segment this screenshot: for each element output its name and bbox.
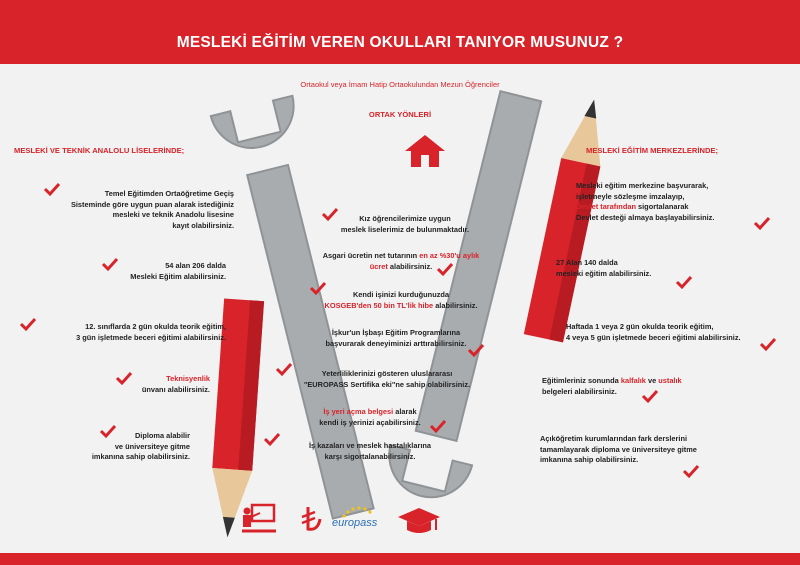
left-item-1: Temel Eğitimden Ortaöğretime Geçiş Sisteminde göre uygun puan alarak istediğiniz mesleki ve teknik Anadolu lisesine kayıt olabilirsiniz. — [70, 189, 234, 230]
right-heading: MESLEKİ EĞİTİM MERKEZLERİNDE; — [586, 146, 719, 155]
center-item-1: Kız öğrencilerimize uygun meslek liselerimiz de bulunmaktadır. — [340, 214, 470, 234]
center-heading: ORTAK YÖNLERİ — [368, 110, 432, 119]
check-icon — [437, 263, 453, 275]
page-title: MESLEKİ EĞİTİM VEREN OKULLARI TANIYOR MUSUNUZ ? — [176, 34, 624, 51]
check-icon — [760, 338, 776, 350]
subtitle: Ortaokul veya İmam Hatip Ortaokulundan Mezun Öğrenciler — [300, 80, 500, 89]
left-item-5: Diploma alabilir ve üniversiteye gitme imkanına sahip olabilirsiniz. — [91, 431, 190, 462]
center-item-4: İşkur'un İşbaşı Eğitim Programlarına başvurarak deneyiminizi arttırabilirsiniz. — [325, 328, 467, 348]
right-item-5: Açıköğretim kurumlarından fark derslerini tamamlayarak diploma ve üniversiteye gitme imkanına sahip olabilirsiniz. — [540, 434, 697, 465]
center-item-6: İş yeri açma belgesi alarak kendi iş yerinizi açabilirsiniz. — [319, 407, 421, 427]
check-icon — [642, 390, 658, 402]
house-icon — [405, 135, 445, 167]
graduation-cap-icon — [398, 506, 440, 536]
left-item-2: 54 alan 206 dalda Mesleki Eğitim alabilirsiniz. — [130, 261, 226, 281]
check-icon — [683, 465, 699, 477]
lira-icon — [300, 505, 322, 535]
left-item-3: 12. sınıflarda 2 gün okulda teorik eğitim, 3 gün işletmede beceri eğitimi alabilirsiniz. — [76, 322, 226, 342]
center-item-2: Asgari ücretin net tutarının en az %30'u aylık ücret alabilirsiniz. — [322, 251, 480, 271]
check-icon — [468, 344, 484, 356]
presentation-icon — [242, 503, 276, 533]
center-item-3: Kendi işinizi kurduğunuzda KOSGEB'den 50 bin TL'lik hibe alabilirsiniz. — [324, 290, 478, 310]
right-item-1: Mesleki eğitim merkezine başvurarak, işletmeyle sözleşme imzalayıp, Devlet tarafından sigortalanarak Devlet desteği almaya başlayabilirsiniz. — [576, 181, 715, 222]
right-item-3: Haftada 1 veya 2 gün okulda teorik eğitim, 4 veya 5 gün işletmede beceri eğitimi alabilirsiniz. — [566, 322, 741, 342]
check-icon — [754, 217, 770, 229]
check-icon — [676, 276, 692, 288]
center-item-5: Yeterliliklerinizi gösteren uluslararası "EUROPASS Sertifika eki"ne sahip olabilirsiniz. — [303, 369, 471, 389]
center-item-7: İş kazaları ve meslek hastalıklarına karşı sigortalanabilirsiniz. — [308, 441, 432, 461]
right-item-4: Eğitimleriniz sonunda kalfalık ve ustalık belgeleri alabilirsiniz. — [542, 376, 682, 396]
left-heading: MESLEKİ VE TEKNİK ANALOLU LİSELERİNDE; — [14, 146, 185, 155]
europass-logo: europass — [332, 506, 382, 534]
left-item-4: Teknisyenlik ünvanı alabilirsiniz. — [141, 374, 210, 394]
right-item-2: 27 Alan 140 dalda mesleki eğitim alabilirsiniz. — [556, 258, 652, 278]
check-icon — [430, 420, 446, 432]
